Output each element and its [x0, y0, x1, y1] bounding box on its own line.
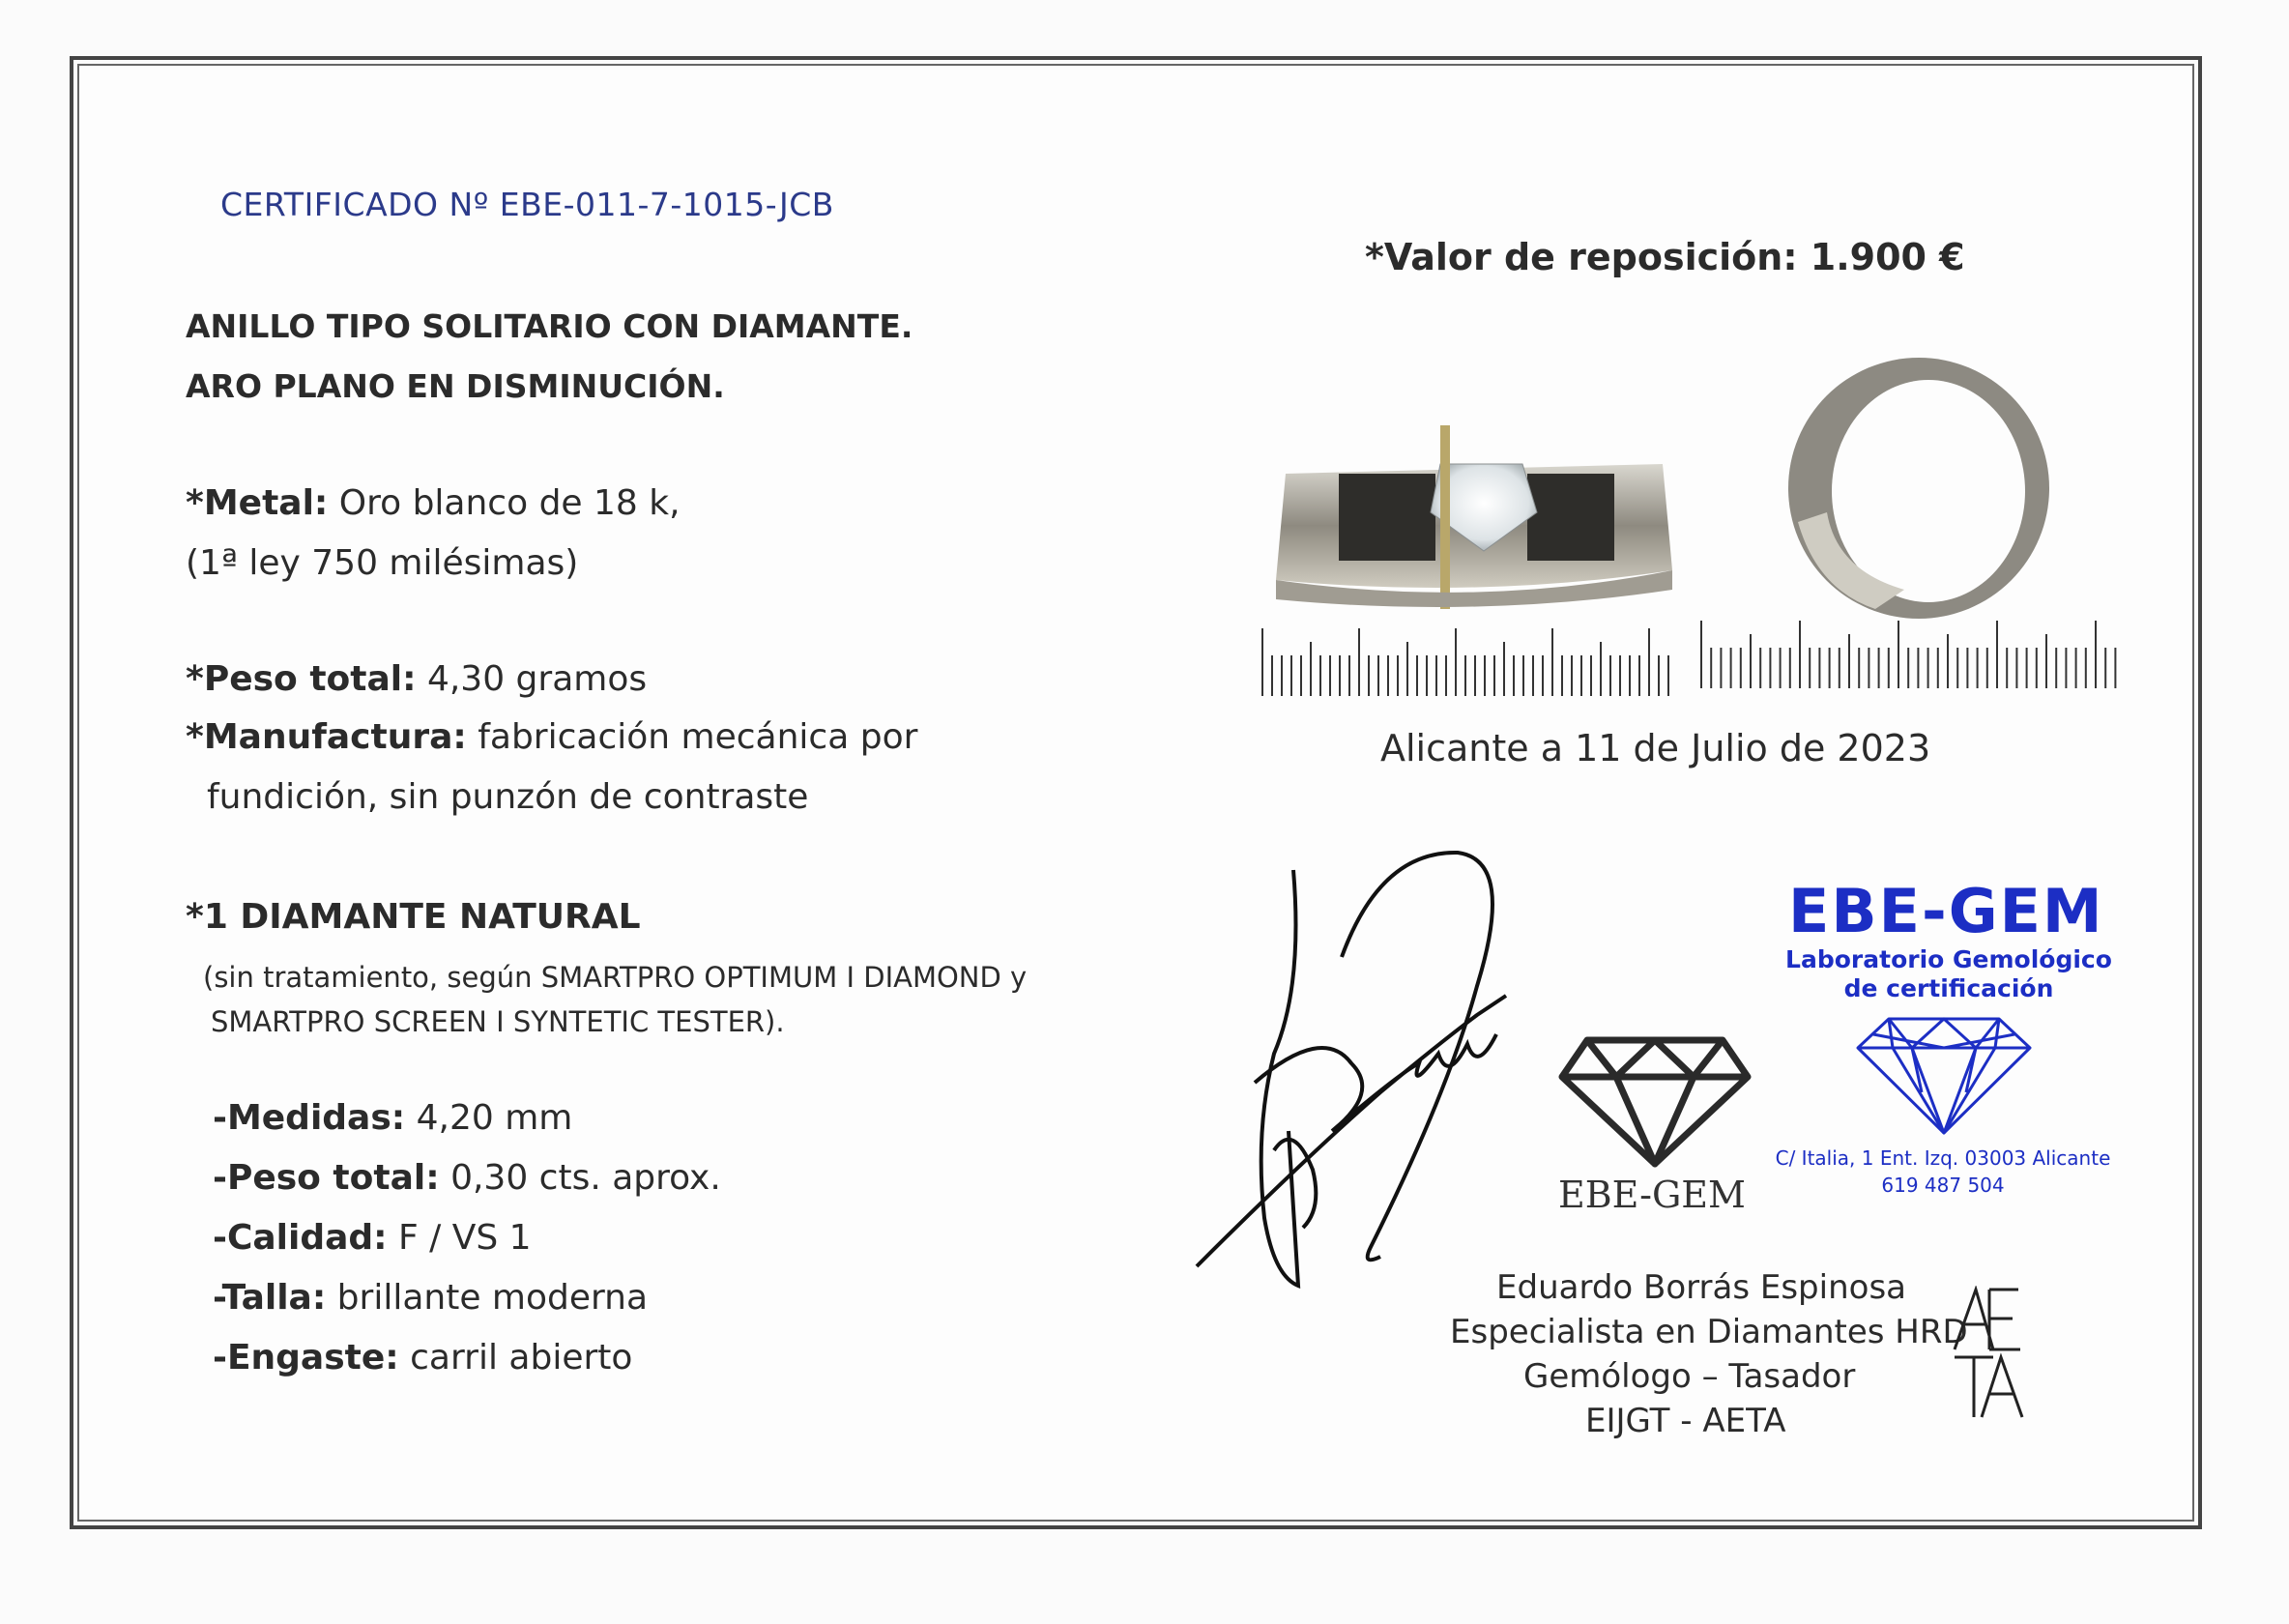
- diamond-heading: *1 DIAMANTE NATURAL: [186, 897, 641, 937]
- engaste-line: [213, 1338, 632, 1378]
- replacement-value: *Valor de reposición: 1.900 €: [1365, 236, 1965, 278]
- lab-address: C/ Italia, 1 Ent. Izq. 03003 Alicante: [1775, 1146, 2111, 1170]
- lab-subtitle-1: Laboratorio Gemológico: [1785, 945, 2112, 973]
- measurement-rulers: [1257, 611, 2223, 700]
- medidas-line: [213, 1098, 572, 1138]
- medidas-value: 4,20 mm: [405, 1098, 573, 1138]
- manufactura-label: *Manufactura:: [186, 717, 467, 757]
- manufactura-continuation: fundición, sin punzón de contraste: [207, 777, 809, 817]
- ring-side-photo: [1759, 348, 2059, 628]
- appraiser-role-2: Gemólogo – Tasador: [1523, 1357, 1856, 1396]
- calidad-line: [213, 1218, 532, 1258]
- medidas-label: -Medidas:: [213, 1098, 406, 1138]
- diamond-peso-line: [213, 1158, 721, 1198]
- diamond-note-2: SMARTPRO SCREEN I SYNTETIC TESTER).: [211, 1005, 785, 1038]
- engaste-value: carril abierto: [398, 1338, 633, 1378]
- title-line-2: ARO PLANO EN DISMINUCIÓN.: [186, 367, 725, 405]
- metal-note: (1ª ley 750 milésimas): [186, 543, 579, 583]
- aeta-logo: [1951, 1286, 2028, 1421]
- peso-total-value: 4,30 gramos: [416, 659, 648, 699]
- talla-line: [213, 1278, 648, 1318]
- diamond-peso-value: 0,30 cts. aprox.: [439, 1158, 721, 1198]
- certificate-number: CERTIFICADO Nº EBE-011-7-1015-JCB: [220, 186, 834, 223]
- issue-date: Alicante a 11 de Julio de 2023: [1380, 727, 1931, 769]
- lab-phone: 619 487 504: [1881, 1174, 2005, 1197]
- ebe-gem-seal-text: EBE-GEM: [1558, 1174, 1746, 1216]
- metal-line: [186, 483, 681, 523]
- appraiser-role-1: Especialista en Diamantes HRD: [1450, 1313, 1968, 1351]
- signature-image: [1187, 841, 1535, 1295]
- peso-total-line: [186, 659, 647, 699]
- diamond-note-1: (sin tratamiento, según SMARTPRO OPTIMUM I DIAMOND y: [203, 961, 1028, 994]
- title-line-1: ANILLO TIPO SOLITARIO CON DIAMANTE.: [186, 307, 913, 345]
- metal-value: Oro blanco de 18 k,: [328, 483, 681, 523]
- lab-blue-diamond-icon: [1854, 1015, 2034, 1137]
- diamond-peso-label: -Peso total:: [213, 1158, 440, 1198]
- calidad-value: F / VS 1: [387, 1218, 532, 1258]
- lab-name: EBE-GEM: [1788, 876, 2104, 946]
- talla-value: brillante moderna: [326, 1278, 649, 1318]
- talla-label: -Talla:: [213, 1278, 327, 1318]
- ebe-gem-diamond-logo: [1558, 1034, 1752, 1170]
- peso-total-label: *Peso total:: [186, 659, 417, 699]
- manufactura-value: fabricación mecánica por: [466, 717, 918, 757]
- lab-subtitle-2: de certificación: [1843, 974, 2054, 1002]
- engaste-label: -Engaste:: [213, 1338, 399, 1378]
- appraiser-name: Eduardo Borrás Espinosa: [1496, 1268, 1906, 1307]
- manufactura-line: [186, 717, 917, 757]
- metal-label: *Metal:: [186, 483, 329, 523]
- ring-front-photo: [1247, 406, 1701, 619]
- calidad-label: -Calidad:: [213, 1218, 388, 1258]
- appraiser-org: EIJGT - AETA: [1585, 1402, 1786, 1440]
